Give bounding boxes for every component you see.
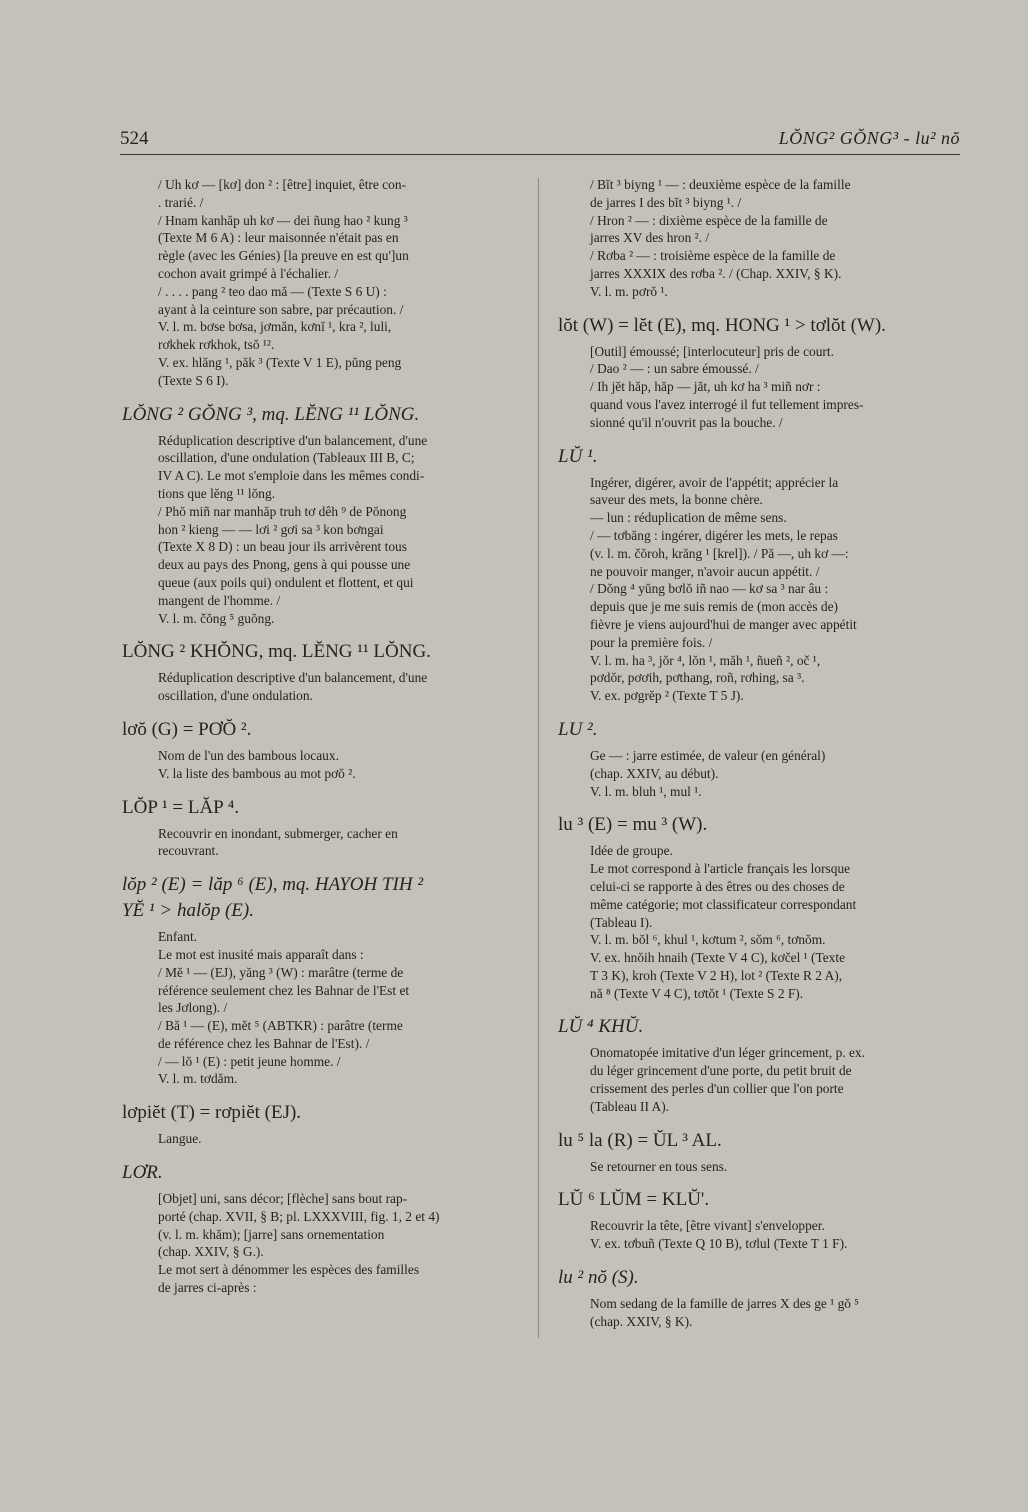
text-line: Recouvrir la tête, [être vivant] s'envelopper. [590, 1218, 825, 1234]
text-line: / Phŏ miñ nar manhăp truh tơ dêh ⁹ de Pŏnong [158, 503, 407, 519]
text-line: V. la liste des bambous au mot pơŏ ². [158, 765, 356, 781]
text-line: Langue. [158, 1131, 202, 1147]
continued-entry-right [590, 176, 960, 301]
text-line: [Outil] émoussé; [interlocuteur] pris de court. [590, 343, 834, 359]
text-line: Enfant. [158, 929, 198, 945]
text-line: Onomatopée imitative d'un léger grincement, p. ex. [590, 1045, 865, 1061]
text-line: V. l. m. čŏng ⁵ guŏng. [158, 610, 275, 626]
text-line: Le mot correspond à l'article français les lorsque [590, 861, 851, 877]
text-line: depuis que je me suis remis de (mon accès de) [590, 599, 839, 615]
text-line: / Ih jĕt hăp, hăp — jăt, uh kơ ha ³ miñ nơr : [590, 379, 821, 395]
text-line: IV A C). Le mot s'emploie dans les mêmes condi- [158, 468, 425, 484]
page-number: 524 [120, 128, 149, 149]
text-line: oscillation, d'une ondulation. [158, 688, 313, 704]
text-line: jarres XV des hron ². / [590, 230, 710, 246]
text-line: Nom de l'un des bambous locaux. [158, 747, 339, 763]
text-line: Réduplication descriptive d'un balancement, d'une [158, 432, 428, 448]
text-line: (chap. XXIV, § K). [590, 1313, 693, 1329]
headword: LŎP ¹ = LĂP ⁴. [122, 796, 240, 818]
text-line: / Mĕ ¹ — (EJ), yăng ³ (W) : marâtre (terme de [158, 964, 404, 980]
headword: lơŏ (G) = PƠŎ ². [122, 718, 252, 740]
text-line: queue (aux poils qui) ondulent et flottent, et qui [158, 574, 414, 590]
entry-lu2 [558, 717, 960, 800]
headword: LŬ ⁴ KHŬ. [558, 1016, 644, 1038]
headword: LŎNG ² GŎNG ³, mq. LĔNG ¹¹ LŎNG. [122, 403, 420, 425]
headword: LŎNG ² KHŎNG, mq. LĔNG ¹¹ LŎNG. [122, 641, 431, 663]
text-line: / Hron ² — : dixième espèce de la famille de [590, 212, 828, 228]
text-line: recouvrant. [158, 843, 219, 859]
text-line: V. l. m. tơdăm. [158, 1071, 238, 1087]
text-line: / Rơba ² — : troisième espèce de la famille de [590, 248, 836, 264]
text-line: mangent de l'homme. / [158, 592, 281, 608]
text-line: de jarres I des bĭt ³ biyng ¹. / [590, 194, 742, 210]
entry-lor [122, 1160, 520, 1297]
entry-lop1 [122, 795, 520, 861]
text-line: fièvre je viens aujourd'hui de manger avec appétit [590, 616, 857, 632]
entry-lu6-lum [558, 1187, 960, 1253]
text-line: les Jơlong). / [158, 1000, 228, 1016]
text-line: de jarres ci-après : [158, 1280, 257, 1296]
text-line: Se retourner en tous sens. [590, 1158, 728, 1174]
entry-lu4-khu [558, 1014, 960, 1115]
text-line: V. l. m. pơrŏ ¹. [590, 283, 668, 299]
headword: lơpiĕt (T) = rơpiĕt (EJ). [122, 1102, 302, 1124]
text-line: V. l. m. bŏl ⁶, khul ¹, kơtum ², sŏm ⁶, tơnŏm. [590, 932, 826, 948]
entry-long-khong [122, 639, 520, 705]
text-line: V. ex. hlăng ¹, păk ³ (Texte V 1 E), pŭng peng [158, 354, 402, 370]
text-line: crissement des perles d'un collier que l'on porte [590, 1081, 844, 1097]
text-line: V. ex. hnŏih hnaih (Texte V 4 C), kơčel ¹ (Texte [590, 950, 846, 966]
text-line: / Dŏng ⁴ yŭng bơlŏ iñ nao — kơ sa ³ nar âu : [590, 581, 829, 597]
text-line: / . . . . pang ² teo dao mă — (Texte S 6 U) : [158, 283, 387, 299]
text-line: / Uh kơ — [kơ] don ² : [être] inquiet, être con- [158, 177, 406, 192]
text-line: Recouvrir en inondant, submerger, cacher en [158, 825, 398, 841]
running-head [120, 128, 960, 155]
text-line: / Hnam kanhăp uh kơ — dei ñung hao ² kung ³ [158, 212, 408, 228]
text-line: (Tableau I). [590, 914, 653, 930]
headword: LŬ ¹. [558, 445, 598, 467]
text-line: du léger grincement d'une porte, du petit bruit de [590, 1063, 852, 1079]
headword-continuation: YĔ ¹ > halŏp (E). [122, 900, 254, 922]
text-line: quand vous l'avez interrogé il fut tellement impres- [590, 396, 864, 412]
text-line: T 3 K), kroh (Texte V 2 H), lot ² (Texte R 2 A), [590, 967, 843, 983]
text-line: pour la première fois. / [590, 634, 713, 650]
text-line: tions que lĕng ¹¹ lŏng. [158, 485, 276, 501]
text-line: saveur des mets, la bonne chère. [590, 492, 763, 508]
text-line: / Dao ² — : un sabre émoussé. / [590, 361, 759, 377]
text-line: / Bĭt ³ biyng ¹ — : deuxième espèce de la famille [590, 177, 851, 192]
column-divider [538, 178, 539, 1338]
entry-lopiet [122, 1100, 520, 1148]
entry-lop2 [122, 872, 520, 1088]
entry-lu2-no [558, 1265, 960, 1331]
headword: lŏt (W) = lĕt (E), mq. HONG ¹ > tơlŏt (W). [558, 314, 886, 336]
text-line: de référence chez les Bahnar de l'Est). / [158, 1035, 370, 1051]
text-line: sionné qu'il n'ouvrit pas la bouche. / [590, 414, 783, 430]
text-line: V. l. m. bơse bơsa, jơmăn, kơnĭ ¹, kra ², luli, [158, 319, 392, 335]
text-line: (v. l. m. khăm); [jarre] sans ornementation [158, 1226, 385, 1242]
entry-long-gong [122, 402, 520, 628]
entry-lu5-la [558, 1128, 960, 1176]
entry-lu3 [558, 812, 960, 1002]
text-line: Réduplication descriptive d'un balancement, d'une [158, 670, 428, 686]
continued-entry-left [158, 176, 520, 390]
text-line: celui-ci se rapporte à des êtres ou des choses de [590, 878, 845, 894]
entry-lu1 [558, 444, 960, 705]
entry-loo [122, 717, 520, 783]
text-line: (Texte M 6 A) : leur maisonnée n'était pas en [158, 230, 399, 246]
text-line: deux au pays des Pnong, gens à qui pousse une [158, 557, 411, 573]
text-line: — lun : réduplication de même sens. [590, 510, 787, 526]
entry-lot [558, 313, 960, 432]
text-line: même catégorie; mot classificateur correspondant [590, 896, 857, 912]
text-line: ayant à la ceinture son sabre, par précaution. / [158, 301, 404, 317]
text-line: hon ² kieng — — lơi ² gơi sa ³ kon bơngai [158, 521, 384, 537]
text-line: cochon avait grimpé à l'échalier. / [158, 265, 339, 281]
text-line: . trarié. / [158, 194, 204, 210]
text-line: ne pouvoir manger, n'avoir aucun appétit. / [590, 563, 820, 579]
text-line: V. l. m. ha ³, jŏr ⁴, lŏn ¹, măh ¹, ñueñ ², oč ¹, [590, 652, 821, 668]
text-line: Nom sedang de la famille de jarres X des ge ¹ gŏ ⁵ [590, 1296, 859, 1312]
text-line: V. ex. pơgrĕp ² (Texte T 5 J). [590, 688, 744, 704]
text-line: (chap. XXIV, § G.). [158, 1244, 264, 1260]
left-column [122, 176, 520, 1297]
text-line: Idée de groupe. [590, 843, 673, 859]
text-line: nă ⁸ (Texte V 4 C), tơtŏt ¹ (Texte S 2 F). [590, 985, 804, 1001]
text-line: V. ex. tơbuñ (Texte Q 10 B), tơlul (Texte T 1 F). [590, 1236, 848, 1252]
text-line: [Objet] uni, sans décor; [flèche] sans bout rap- [158, 1191, 408, 1207]
headword: lu ² nŏ (S). [558, 1267, 639, 1289]
headword: lu ⁵ la (R) = ŬL ³ AL. [558, 1129, 722, 1151]
headword: LƠR. [122, 1162, 163, 1184]
running-title: LŎNG² GŎNG³ - lu² nŏ [778, 128, 960, 148]
headword: lu ³ (E) = mu ³ (W). [558, 814, 708, 836]
text-line: jarres XXXIX des rơba ². / (Chap. XXIV, § K). [590, 265, 842, 281]
right-column [558, 176, 960, 1331]
text-line: oscillation, d'une ondulation (Tableaux III B, C; [158, 450, 415, 466]
text-line: (Tableau II A). [590, 1098, 669, 1114]
text-line: pơdŏr, pơơih, pơthang, roñ, rơhing, sa ³. [590, 670, 805, 686]
text-line: (v. l. m. čŏroh, krăng ¹ [krel]). / Pă —, uh kơ —: [590, 545, 849, 561]
text-line: / — lŏ ¹ (E) : petit jeune homme. / [158, 1053, 341, 1069]
text-line: référence seulement chez les Bahnar de l'Est et [158, 982, 410, 998]
headword: LŬ ⁶ LŬM = KLŬ'. [558, 1189, 710, 1211]
headword: lŏp ² (E) = lăp ⁶ (E), mq. HAYOH TIH ² [122, 874, 424, 896]
text-line: Le mot est inusité mais apparaît dans : [158, 946, 364, 962]
text-line: Ingérer, digérer, avoir de l'appétit; apprécier la [590, 474, 839, 490]
text-line: (Texte X 8 D) : un beau jour ils arrivèrent tous [158, 539, 407, 555]
text-line: Le mot sert à dénommer les espèces des familles [158, 1262, 420, 1278]
text-line: rơkhek rơkhok, tsŏ ¹². [158, 337, 275, 353]
text-line: (chap. XXIV, au début). [590, 765, 719, 781]
text-line: (Texte S 6 I). [158, 372, 229, 388]
text-line: / Bă ¹ — (E), mĕt ⁵ (ABTKR) : parâtre (terme [158, 1018, 403, 1034]
text-line: Ge — : jarre estimée, de valeur (en général) [590, 747, 826, 763]
text-line: porté (chap. XVII, § B; pl. LXXXVIII, fig. 1, 2 et 4) [158, 1208, 440, 1224]
text-line: V. l. m. bluh ¹, mul ¹. [590, 783, 702, 799]
text-line: / — tơbăng : ingérer, digérer les mets, le repas [590, 527, 838, 543]
headword: LU ². [558, 718, 598, 740]
text-line: règle (avec les Génies) [la preuve en est qu']un [158, 248, 409, 264]
